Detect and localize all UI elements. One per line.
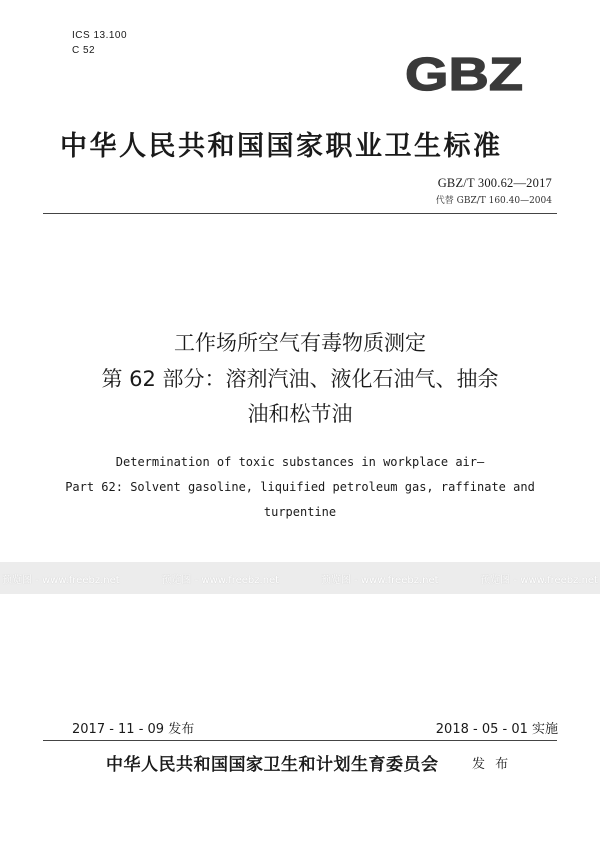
standard-number: GBZ/T 300.62—2017 [437, 176, 552, 190]
title-cn-line2: 第 62 部分：溶剂汽油、液化石油气、抽余 [101, 367, 499, 391]
title-en-line3: turpentine [263, 505, 337, 519]
ccs-code: C 52 [72, 45, 96, 56]
title-cn-line3: 油和松节油 [247, 402, 353, 426]
effective-date: 2018 - 05 - 01 实施 [435, 722, 558, 737]
footer-divider [43, 740, 557, 741]
header-divider [43, 213, 557, 214]
watermark-text: 预览图 - www.freebz.net [320, 574, 439, 586]
ics-code: ICS 13.100 [72, 30, 128, 41]
watermark-text: 预览图 - www.freebz.net [2, 574, 120, 586]
issuing-authority: 中华人民共和国国家卫生和计划生育委员会 [106, 755, 439, 775]
title-cn-line1: 工作场所空气有毒物质测定 [174, 331, 426, 355]
issue-date: 2017 - 11 - 09 发布 [72, 722, 195, 737]
issue-label: 发 布 [472, 757, 512, 772]
org-title: 中华人民共和国国家职业卫生标准 [60, 131, 503, 162]
gbz-logo [403, 52, 525, 94]
watermark-text: 预览图 - www.freebz.net [161, 574, 280, 586]
replaces-standard: 代替 GBZ/T 160.40—2004 [435, 196, 552, 206]
title-en-line1: Determination of toxic substances in workplace air— [115, 455, 485, 469]
title-en-line2: Part 62: Solvent gasoline, liquified petroleum gas, raffinate and [65, 480, 535, 494]
watermark-text: 预览图 - www.freebz.net [480, 574, 598, 586]
watermark-band [0, 562, 600, 594]
gbz-logo-text: GBZ [405, 52, 523, 94]
